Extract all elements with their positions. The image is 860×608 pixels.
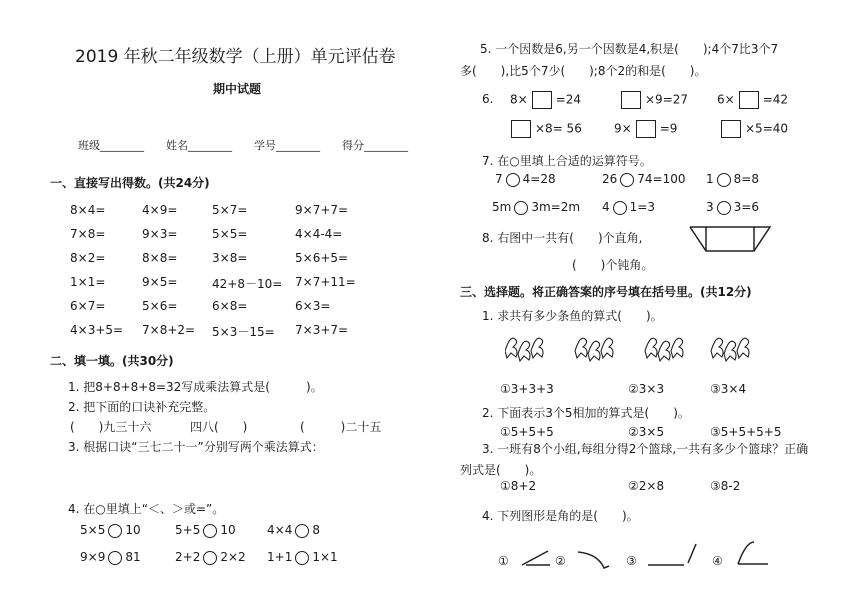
fill-box-item — [510, 91, 581, 109]
compare-left: 5+5 — [175, 523, 201, 537]
s2-q1: 1. 把8+8+8+8=32写成乘法算式是( )。 — [68, 380, 323, 394]
fish-icon — [575, 338, 587, 358]
s3-q2-opt2: ②3×5 — [628, 425, 665, 439]
fill-box-right: =9 — [659, 121, 678, 136]
compare-item — [175, 523, 236, 538]
q6-label: 6. — [482, 92, 494, 106]
angle-opt1-label: ① — [498, 554, 509, 568]
s3-q3-opt2: ②2×8 — [628, 479, 665, 493]
compare-item — [267, 523, 320, 538]
fish-icon — [737, 338, 749, 358]
operator-item — [602, 200, 655, 215]
fill-box-item — [717, 91, 788, 109]
q8-line1: 8. 右图中一共有( )个直角, — [482, 231, 643, 245]
blank-box — [636, 120, 656, 138]
s3-q2-opt3: ③5+5+5+5 — [710, 425, 782, 439]
math-item: 9×5= — [142, 275, 178, 289]
operator-circle-icon — [506, 173, 520, 187]
fill-box-right: =24 — [555, 92, 582, 107]
s2-q2-b: 四八( ) — [190, 420, 248, 434]
fill-box-item — [507, 120, 582, 138]
operator-circle-icon — [717, 201, 731, 215]
s3-q3-opt1: ①8+2 — [500, 479, 537, 493]
compare-circle-icon — [203, 551, 217, 565]
q8-line2: ( )个钝角。 — [572, 258, 654, 272]
fill-box-right: =42 — [762, 92, 789, 107]
operator-item — [602, 172, 686, 187]
blank-box — [621, 91, 641, 109]
compare-right: 8 — [312, 523, 320, 537]
compare-circle-icon — [295, 551, 309, 565]
operator-circle-icon — [514, 201, 528, 215]
fish-icon — [505, 338, 517, 358]
fish-icon — [518, 341, 530, 361]
s3-q2-opt1: ①5+5+5 — [500, 425, 554, 439]
fill-box-left: 6× — [717, 92, 735, 107]
s2-q4: 4. 在○里填上“＜、＞或=”。 — [68, 502, 225, 516]
section-2-heading: 二、填一填。(共30分) — [50, 354, 174, 368]
fish-icon — [588, 341, 600, 361]
operator-right: 1=3 — [629, 200, 655, 214]
operator-left: 7 — [495, 172, 503, 186]
operator-right: 3=6 — [733, 200, 759, 214]
math-item: 7×8+2= — [142, 323, 196, 337]
page-title: 2019 年秋二年级数学（上册）单元评估卷 — [75, 47, 396, 67]
angle-opt4-figure — [734, 538, 774, 568]
compare-left: 2+2 — [175, 550, 201, 564]
math-item: 5×3－15= — [212, 325, 275, 339]
math-item: 7×7+11= — [295, 275, 356, 289]
q5-line1: 5. 一个因数是6,另一个因数是4,积是( );4个7比3个7 — [480, 42, 779, 56]
math-item: 5×6= — [142, 299, 178, 313]
operator-item — [706, 200, 759, 215]
math-item: 42+8－10= — [212, 277, 283, 291]
math-item: 5×5= — [212, 227, 248, 241]
operator-right: 8=8 — [733, 172, 759, 186]
s3-q4: 4. 下列图形是角的是( )。 — [482, 509, 639, 523]
operator-circle-icon — [620, 173, 634, 187]
operator-left: 5m — [492, 200, 512, 214]
math-item: 5×7= — [212, 203, 248, 217]
q5-line2: 多( ),比5个7少( );8个2的和是( )。 — [460, 64, 707, 78]
compare-left: 5×5 — [80, 523, 106, 537]
math-item: 8×8= — [142, 251, 178, 265]
student-info-line: 班级________ 姓名________ 学号________ 得分________ — [78, 139, 408, 152]
operator-right: 4=28 — [522, 172, 556, 186]
operator-circle-icon — [613, 201, 627, 215]
fish-icon — [711, 338, 723, 358]
math-item: 6×3= — [295, 299, 331, 313]
math-item: 6×8= — [212, 299, 248, 313]
fill-box-left: 9× — [614, 121, 632, 136]
math-item: 6×7= — [70, 299, 106, 313]
s3-q1: 1. 求共有多少条鱼的算式( )。 — [482, 309, 663, 323]
operator-item — [495, 172, 556, 187]
operator-circle-icon — [717, 173, 731, 187]
fill-box-right: ×9=27 — [645, 92, 689, 107]
compare-circle-icon — [295, 524, 309, 538]
q7-title: 7. 在○里填上合适的运算符号。 — [482, 154, 652, 168]
s3-q1-opt2: ②3×3 — [628, 382, 665, 396]
compare-right: 2×2 — [220, 550, 246, 564]
compare-circle-icon — [108, 524, 122, 538]
operator-left: 3 — [706, 200, 714, 214]
operator-item — [706, 172, 759, 187]
math-item: 9×7+7= — [295, 203, 349, 217]
fish-icon — [601, 338, 613, 358]
blank-box — [532, 91, 552, 109]
s3-q1-opt1: ①3+3+3 — [500, 382, 554, 396]
math-item: 4×4-4= — [295, 227, 343, 241]
fill-box-right: ×5=40 — [745, 121, 789, 136]
math-item: 7×3+7= — [295, 323, 349, 337]
operator-item — [492, 200, 580, 215]
fish-icon — [531, 338, 543, 358]
operator-left: 1 — [706, 172, 714, 186]
s2-q3: 3. 根据口诀“三七二十一”分别写两个乘法算式： — [68, 440, 324, 454]
angle-opt1-figure — [520, 548, 552, 568]
s3-q2: 2. 下面表示3个5相加的算式是( )。 — [482, 406, 690, 420]
math-item: 4×3+5= — [70, 323, 124, 337]
compare-item — [175, 550, 246, 565]
math-item: 3×8= — [212, 251, 248, 265]
compare-right: 1×1 — [312, 550, 338, 564]
fill-box-item — [614, 120, 677, 138]
angle-opt2-figure — [576, 546, 612, 572]
fish-icon — [645, 338, 657, 358]
s3-q3-line1: 3. 一班有8个小组,每组分得2个篮球,一共有多少个篮球？正确 — [482, 442, 809, 456]
fill-box-right: ×8= 56 — [535, 121, 582, 136]
operator-left: 4 — [602, 200, 610, 214]
angle-opt4-label: ④ — [712, 554, 723, 568]
trapezoid-figure — [688, 224, 772, 254]
compare-circle-icon — [203, 524, 217, 538]
math-item: 8×4= — [70, 203, 106, 217]
fill-box-left: 8× — [510, 92, 528, 107]
math-item: 9×3= — [142, 227, 178, 241]
compare-left: 9×9 — [80, 550, 106, 564]
math-item: 7×8= — [70, 227, 106, 241]
fish-groups-image — [505, 333, 775, 367]
fish-icon — [658, 341, 670, 361]
math-item: 4×9= — [142, 203, 178, 217]
s3-q1-opt3: ③3×4 — [710, 382, 747, 396]
s3-q3-opt3: ③8-2 — [710, 479, 741, 493]
compare-right: 81 — [125, 550, 141, 564]
angle-opt2-label: ② — [555, 554, 566, 568]
section-1-heading: 一、直接写出得数。(共24分) — [50, 176, 210, 190]
compare-right: 10 — [220, 523, 236, 537]
operator-right: 74=100 — [637, 172, 686, 186]
compare-left: 4×4 — [267, 523, 293, 537]
compare-left: 1+1 — [267, 550, 293, 564]
math-item: 8×2= — [70, 251, 106, 265]
fish-icon — [671, 338, 683, 358]
s2-q2-c: ( )二十五 — [300, 420, 382, 434]
angle-opt3-label: ③ — [626, 554, 637, 568]
math-item: 5×6+5= — [295, 251, 349, 265]
fill-box-item — [717, 120, 788, 138]
operator-right: 3m=2m — [531, 200, 581, 214]
section-3-heading: 三、选择题。将正确答案的序号填在括号里。(共12分) — [460, 285, 752, 299]
compare-item — [267, 550, 338, 565]
s2-q2: 2. 把下面的口诀补充完整。 — [68, 400, 216, 414]
blank-box — [511, 120, 531, 138]
blank-box — [721, 120, 741, 138]
fill-box-item — [617, 91, 688, 109]
fish-icon — [724, 341, 736, 361]
math-item: 1×1= — [70, 275, 106, 289]
s2-q2-a: ( )九三十六 — [70, 420, 152, 434]
page-subtitle: 期中试题 — [213, 82, 262, 96]
compare-right: 10 — [125, 523, 141, 537]
angle-opt3-figure — [646, 540, 698, 568]
compare-item — [80, 523, 141, 538]
operator-left: 26 — [602, 172, 618, 186]
s3-q3-line2: 列式是( )。 — [460, 463, 542, 477]
compare-item — [80, 550, 141, 565]
compare-circle-icon — [108, 551, 122, 565]
blank-box — [739, 91, 759, 109]
